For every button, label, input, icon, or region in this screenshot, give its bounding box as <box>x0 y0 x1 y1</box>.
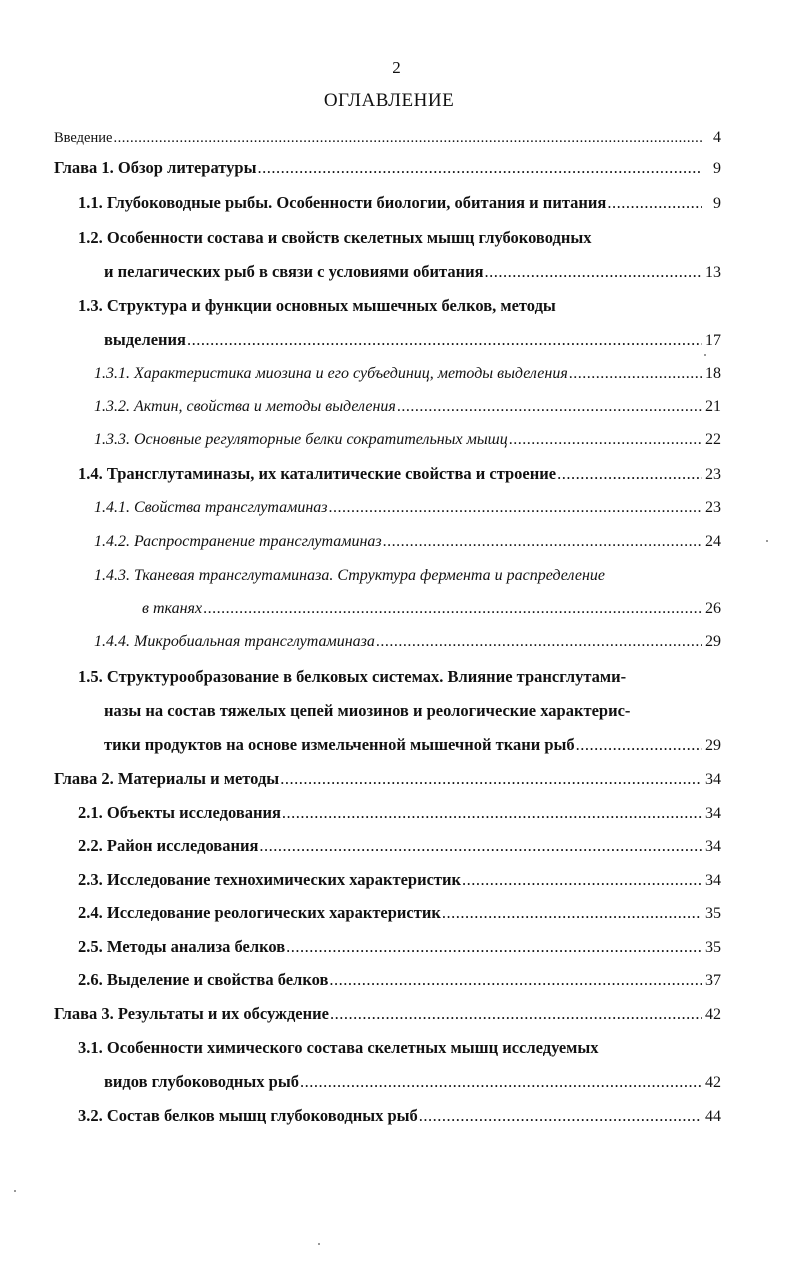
toc-leader <box>569 364 702 384</box>
scan-speck <box>14 1190 16 1192</box>
toc-entry-label: 2.4. Исследование реологических характеристик <box>78 903 441 922</box>
toc-entry-label: 2.5. Методы анализа белков <box>78 937 286 956</box>
toc-entry-label: 1.4.1. Свойства трансглутаминаз <box>94 499 328 516</box>
toc-entry-1-5[interactable] <box>104 735 721 756</box>
toc-leader <box>286 937 702 957</box>
toc-entry-label: тики продуктов на основе измельченной мышечной ткани рыб <box>104 735 575 754</box>
toc-entry-3-1[interactable] <box>104 1072 721 1093</box>
toc-leader <box>187 330 702 350</box>
toc-page-number: 42 <box>705 1074 721 1091</box>
toc-entry-1-5-line1[interactable]: 1.5. Структурообразование в белковых системах. Влияние трансглутами- <box>78 667 627 686</box>
toc-page-number: 21 <box>705 398 721 415</box>
toc-leader <box>203 599 702 619</box>
toc-entry-label: в тканях <box>142 600 203 617</box>
toc-entry-3-1-line1[interactable]: 3.1. Особенности химического состава скелетных мышц исследуемых <box>78 1038 599 1057</box>
toc-entry-label: 2.6. Выделение и свойства белков <box>78 970 329 989</box>
toc-leader <box>442 903 702 923</box>
toc-entry-1-5-line2[interactable]: назы на состав тяжелых цепей миозинов и реологические характерис- <box>104 701 631 720</box>
toc-leader <box>280 769 702 789</box>
toc-entry-label: 1.1. Глубоководные рыбы. Особенности биологии, обитания и питания <box>78 193 607 212</box>
toc-entry-label: 1.3.1. Характеристика миозина и его субъединиц, методы выделения <box>94 365 568 382</box>
toc-entry-1-1[interactable] <box>78 193 721 214</box>
scan-speck <box>318 1243 320 1245</box>
toc-leader <box>329 498 702 518</box>
toc-entry-1-3-1[interactable] <box>94 364 721 384</box>
toc-page-number: 24 <box>705 533 721 550</box>
toc-page-number: 22 <box>705 431 721 448</box>
toc-entry-label: Введение <box>54 130 113 146</box>
toc-leader <box>329 970 702 990</box>
toc-entry-1-3-2[interactable] <box>94 397 721 417</box>
toc-page-number: 37 <box>705 972 721 989</box>
toc-entry-label: 1.4.2. Распространение трансглутаминаз <box>94 533 382 550</box>
toc-entry-label: 1.3.2. Актин, свойства и методы выделения <box>94 398 396 415</box>
toc-leader <box>258 158 703 178</box>
toc-page-number: 13 <box>705 264 721 281</box>
toc-entry-2-3[interactable] <box>78 870 721 891</box>
toc-entry-label: Глава 2. Материалы и методы <box>54 769 280 788</box>
toc-leader <box>419 1106 702 1126</box>
toc-entry-1-4[interactable] <box>78 464 721 485</box>
toc-page-number: 34 <box>705 872 721 889</box>
toc-entry-1-4-2[interactable] <box>94 532 721 552</box>
toc-entry-label: выделения <box>104 330 186 349</box>
toc-leader <box>397 397 702 417</box>
toc-entry-3-2[interactable] <box>78 1106 721 1127</box>
toc-page-number: 9 <box>713 195 721 212</box>
page-title: ОГЛАВЛЕНИЕ <box>323 90 455 111</box>
toc-entry-label: 2.1. Объекты исследования <box>78 803 281 822</box>
toc-leader <box>557 464 702 484</box>
toc-entry-label: 3.2. Состав белков мышц глубоководных рыб <box>78 1106 418 1125</box>
toc-leader <box>376 632 702 652</box>
toc-entry-1-4-3-line1[interactable]: 1.4.3. Тканевая трансглутаминаза. Структура фермента и распределение <box>94 567 605 584</box>
toc-page-number: 44 <box>705 1108 721 1125</box>
toc-leader <box>462 870 702 890</box>
toc-entry-label: 1.3.3. Основные регуляторные белки сократительных мышц <box>94 431 508 448</box>
toc-entry-label: и пелагических рыб в связи с условиями обитания <box>104 262 484 281</box>
scan-speck <box>704 354 706 356</box>
toc-entry-chapter-2[interactable] <box>54 769 721 790</box>
toc-page-number: 35 <box>705 905 721 922</box>
toc-entry-label: 1.4.4. Микробиальная трансглутаминаза <box>94 633 375 650</box>
toc-entry-2-2[interactable] <box>78 836 721 857</box>
toc-page-number: 17 <box>705 332 721 349</box>
toc-page-number: 26 <box>705 600 721 617</box>
toc-leader <box>383 532 702 552</box>
toc-entry-label: видов глубоководных рыб <box>104 1072 299 1091</box>
toc-page-number: 42 <box>705 1006 721 1023</box>
toc-leader <box>485 262 702 282</box>
toc-entry-chapter-1[interactable] <box>54 158 721 179</box>
toc-leader <box>113 128 702 148</box>
toc-entry-2-6[interactable] <box>78 970 721 991</box>
toc-entry-1-4-3[interactable] <box>142 599 721 619</box>
toc-leader <box>576 735 702 755</box>
toc-leader <box>509 430 702 450</box>
toc-entry-2-1[interactable] <box>78 803 721 824</box>
toc-leader <box>300 1072 702 1092</box>
toc-page-number: 29 <box>705 737 721 754</box>
toc-page-number: 23 <box>705 466 721 483</box>
toc-leader <box>259 836 702 856</box>
toc-page-number: 18 <box>705 365 721 382</box>
toc-entry-1-4-4[interactable] <box>94 632 721 652</box>
toc-leader <box>330 1004 702 1024</box>
toc-page-number: 9 <box>713 160 721 177</box>
toc-page-number: 34 <box>705 838 721 855</box>
toc-leader <box>282 803 702 823</box>
toc-entry-1-4-1[interactable] <box>94 498 721 518</box>
toc-entry-2-4[interactable] <box>78 903 721 924</box>
toc-entry-1-2-line1[interactable]: 1.2. Особенности состава и свойств скелетных мышц глубоководных <box>78 228 592 247</box>
toc-entry-1-2[interactable] <box>104 262 721 283</box>
toc-entry-1-3-line1[interactable]: 1.3. Структура и функции основных мышечных белков, методы <box>78 296 556 315</box>
toc-page-number: 23 <box>705 499 721 516</box>
toc-entry-label: Глава 1. Обзор литературы <box>54 158 257 177</box>
toc-page-number: 29 <box>705 633 721 650</box>
toc-entry-intro[interactable] <box>54 128 721 148</box>
toc-entry-label: Глава 3. Результаты и их обсуждение <box>54 1004 329 1023</box>
toc-page-number: 34 <box>705 805 721 822</box>
toc-entry-1-3-3[interactable] <box>94 430 721 450</box>
toc-page-number: 4 <box>713 129 721 146</box>
toc-leader <box>607 193 702 213</box>
toc-entry-label: 2.3. Исследование технохимических характеристик <box>78 870 462 889</box>
toc-entry-label: 2.2. Район исследования <box>78 836 259 855</box>
toc-entry-label: 1.4. Трансглутаминазы, их каталитические свойства и строение <box>78 464 557 483</box>
page-number: 2 <box>392 58 401 77</box>
toc-page-number: 35 <box>705 939 721 956</box>
scan-speck <box>766 540 768 542</box>
toc-entry-1-3[interactable] <box>104 330 721 351</box>
toc-entry-chapter-3[interactable] <box>54 1004 721 1025</box>
toc-entry-2-5[interactable] <box>78 937 721 958</box>
toc-page-number: 34 <box>705 771 721 788</box>
